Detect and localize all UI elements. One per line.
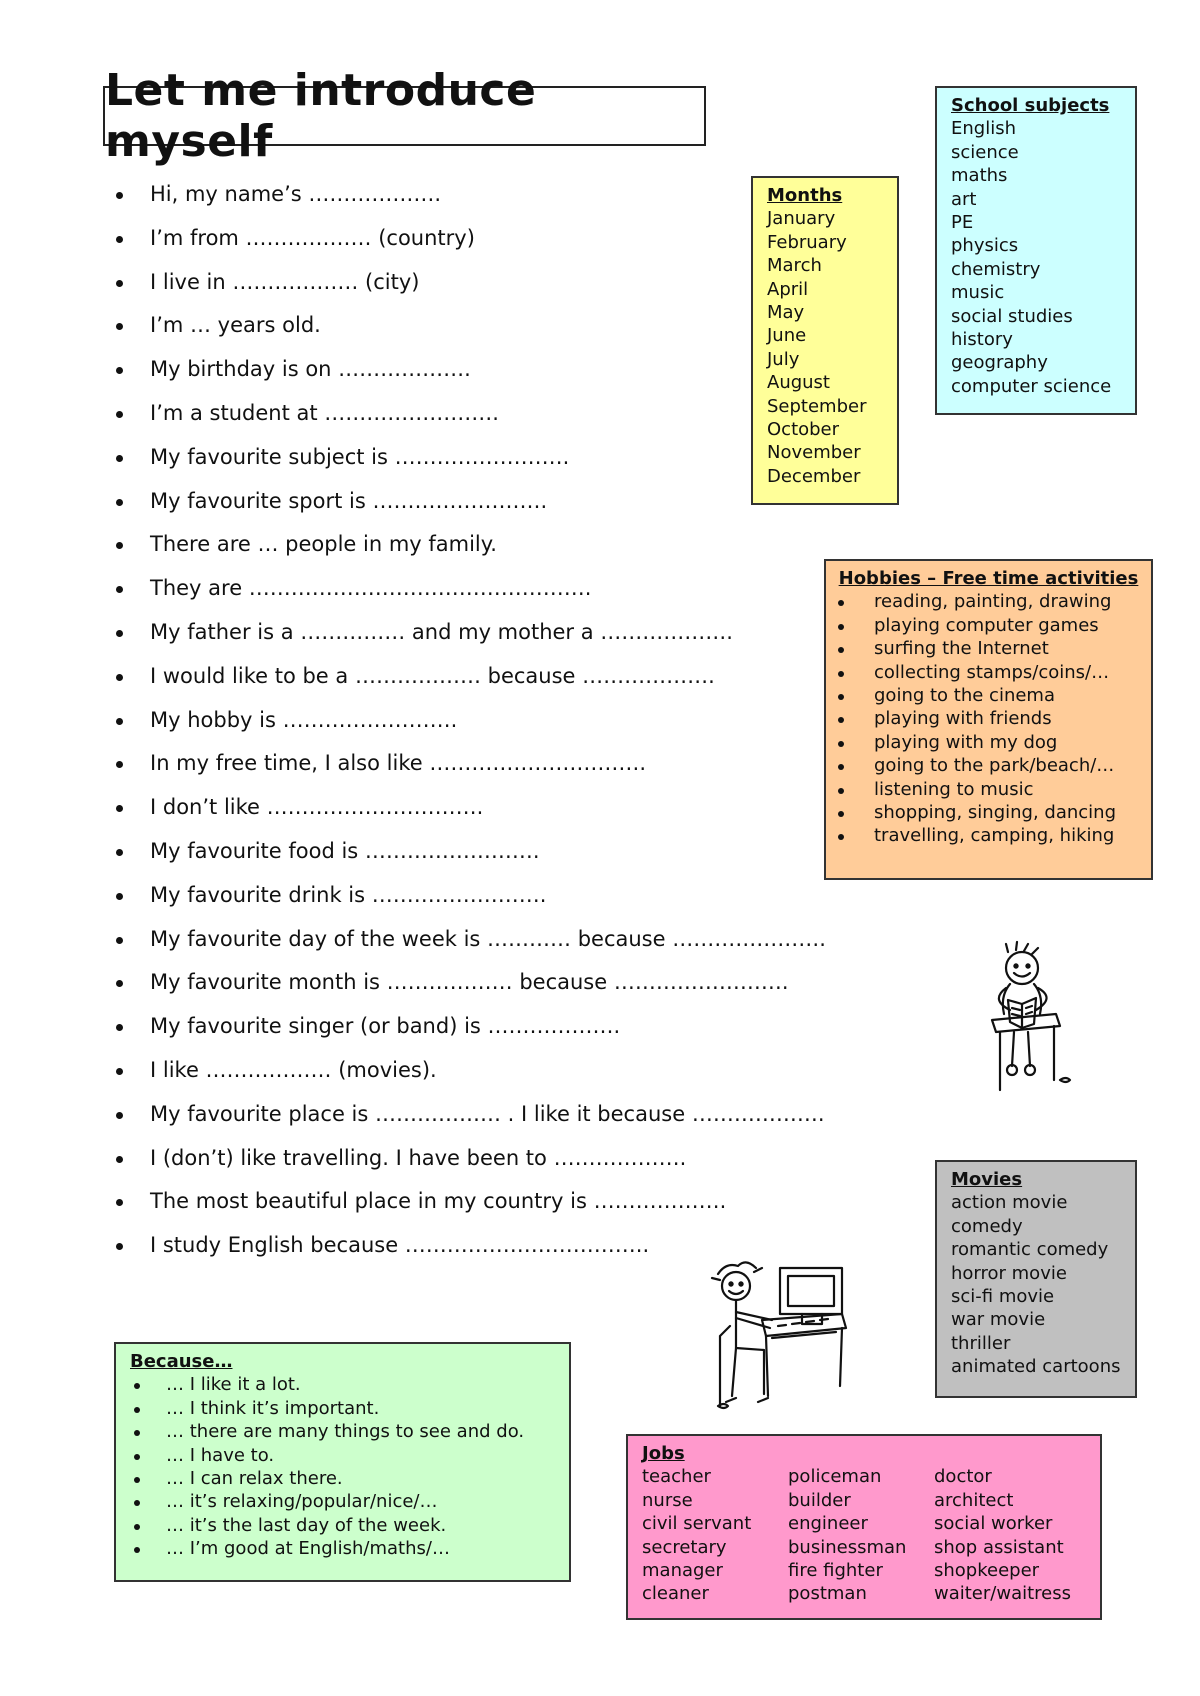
because-item: … it’s the last day of the week. xyxy=(130,1514,555,1537)
month-item: July xyxy=(767,348,800,370)
prompt-item: My hobby is ……………………. xyxy=(112,702,932,746)
prompt-item: Hi, my name’s ………………. xyxy=(112,176,932,220)
child-reading-figure xyxy=(970,940,1080,1110)
movie-item: animated cartoons xyxy=(951,1356,1121,1378)
prompt-item: My favourite subject is ……………………. xyxy=(112,439,932,483)
prompt-item: I don’t like …………………………. xyxy=(112,789,932,833)
prompt-item: My favourite month is ……………… because ……………………. xyxy=(112,964,932,1008)
prompt-item: I’m a student at ……………………. xyxy=(112,395,932,439)
title-box xyxy=(103,65,706,167)
hobbies-heading: Hobbies – Free time activities xyxy=(838,568,1139,589)
job-item: manager xyxy=(642,1560,723,1582)
because-item: … I like it a lot. xyxy=(130,1373,555,1396)
subject-item: English xyxy=(951,118,1016,140)
month-item: April xyxy=(767,278,809,300)
subject-item: chemistry xyxy=(951,258,1041,280)
prompt-item: There are … people in my family. xyxy=(112,526,932,570)
months-box xyxy=(751,176,899,505)
because-item: … I think it’s important. xyxy=(130,1397,555,1420)
job-item: architect xyxy=(934,1489,1014,1511)
prompt-item: I (don’t) like travelling. I have been to ………………. xyxy=(112,1140,932,1184)
month-item: February xyxy=(767,231,847,253)
hobby-item: collecting stamps/coins/… xyxy=(834,661,1143,684)
job-item: policeman xyxy=(788,1466,882,1488)
month-item: January xyxy=(767,208,836,230)
job-item: shop assistant xyxy=(934,1536,1064,1558)
subjects-list xyxy=(951,117,1121,398)
because-item: … it’s relaxing/popular/nice/… xyxy=(130,1490,555,1513)
job-item: waiter/waitress xyxy=(934,1583,1071,1605)
job-item: cleaner xyxy=(642,1583,709,1605)
movie-item: war movie xyxy=(951,1309,1046,1331)
hobby-item: travelling, camping, hiking xyxy=(834,824,1143,847)
hobby-item: surfing the Internet xyxy=(834,637,1143,660)
because-item: … I’m good at English/maths/… xyxy=(130,1537,555,1560)
movies-box xyxy=(935,1160,1137,1398)
hobby-item: listening to music xyxy=(834,778,1143,801)
subject-item: PE xyxy=(951,212,974,234)
because-list xyxy=(130,1373,555,1560)
month-item: October xyxy=(767,419,840,441)
job-item: doctor xyxy=(934,1466,992,1488)
job-item: engineer xyxy=(788,1513,868,1535)
prompt-item: My favourite sport is ……………………. xyxy=(112,483,932,527)
prompt-item: I’m from ……………… (country) xyxy=(112,220,932,264)
month-item: September xyxy=(767,395,867,417)
job-item: builder xyxy=(788,1489,851,1511)
hobby-item: going to the cinema xyxy=(834,684,1143,707)
hobby-item: playing computer games xyxy=(834,614,1143,637)
job-item: postman xyxy=(788,1583,867,1605)
prompt-item: I would like to be a ……………… because ………………. xyxy=(112,658,932,702)
months-list xyxy=(767,207,883,488)
prompt-item: I live in ……………… (city) xyxy=(112,264,932,308)
because-box xyxy=(114,1342,571,1582)
subject-item: geography xyxy=(951,352,1048,374)
job-item: fire fighter xyxy=(788,1560,883,1582)
subject-item: history xyxy=(951,329,1013,351)
prompt-item: I study English because …………………………….. xyxy=(112,1227,932,1271)
subject-item: maths xyxy=(951,165,1008,187)
prompt-item: I like ……………… (movies). xyxy=(112,1052,932,1096)
movie-item: action movie xyxy=(951,1192,1068,1214)
job-item: secretary xyxy=(642,1536,727,1558)
subject-item: science xyxy=(951,141,1019,163)
jobs-grid xyxy=(642,1465,1086,1605)
hobby-item: playing with my dog xyxy=(834,731,1143,754)
prompt-item: My father is a …………… and my mother a ………………. xyxy=(112,614,932,658)
hobbies-box xyxy=(824,559,1153,880)
hobby-item: shopping, singing, dancing xyxy=(834,801,1143,824)
prompt-item: They are …………………………………………. xyxy=(112,570,932,614)
movie-item: sci-fi movie xyxy=(951,1286,1055,1308)
prompt-item: My favourite singer (or band) is ………………. xyxy=(112,1008,932,1052)
prompt-item: My favourite drink is ……………………. xyxy=(112,877,932,921)
job-item: teacher xyxy=(642,1466,711,1488)
prompt-item: My favourite place is ……………… . I like it because ………………. xyxy=(112,1096,932,1140)
hobby-item: going to the park/beach/… xyxy=(834,754,1143,777)
movie-item: horror movie xyxy=(951,1262,1067,1284)
movie-item: thriller xyxy=(951,1332,1011,1354)
month-item: December xyxy=(767,465,861,487)
month-item: November xyxy=(767,442,861,464)
hobby-item: playing with friends xyxy=(834,707,1143,730)
month-item: August xyxy=(767,372,830,394)
months-heading: Months xyxy=(767,185,843,206)
prompt-item: My birthday is on ………………. xyxy=(112,351,932,395)
because-item: … I can relax there. xyxy=(130,1467,555,1490)
job-item: businessman xyxy=(788,1536,907,1558)
school-subjects-box xyxy=(935,86,1137,415)
page-title: Let me introduce myself xyxy=(105,65,537,167)
jobs-heading: Jobs xyxy=(642,1443,685,1464)
because-item: … I have to. xyxy=(130,1444,555,1467)
subject-item: computer science xyxy=(951,375,1112,397)
month-item: May xyxy=(767,302,805,324)
hobby-item: reading, painting, drawing xyxy=(834,590,1143,613)
job-item: social worker xyxy=(934,1513,1053,1535)
movies-heading: Movies xyxy=(951,1169,1023,1190)
subject-item: music xyxy=(951,282,1005,304)
job-item: shopkeeper xyxy=(934,1560,1040,1582)
prompt-item: I’m … years old. xyxy=(112,307,932,351)
prompt-item: My favourite food is ……………………. xyxy=(112,833,932,877)
movies-list xyxy=(951,1191,1121,1378)
child-at-computer-figure xyxy=(706,1256,856,1416)
prompt-item: The most beautiful place in my country is ………………. xyxy=(112,1183,932,1227)
subject-item: physics xyxy=(951,235,1019,257)
prompt-item: In my free time, I also like …………………………. xyxy=(112,745,932,789)
subjects-heading: School subjects xyxy=(951,95,1110,116)
because-heading: Because… xyxy=(130,1351,233,1372)
subject-item: social studies xyxy=(951,305,1073,327)
month-item: March xyxy=(767,255,822,277)
job-item: civil servant xyxy=(642,1513,752,1535)
jobs-box xyxy=(626,1434,1102,1620)
because-item: … there are many things to see and do. xyxy=(130,1420,555,1443)
job-item: nurse xyxy=(642,1489,693,1511)
hobbies-list xyxy=(834,590,1143,847)
movie-item: comedy xyxy=(951,1215,1023,1237)
movie-item: romantic comedy xyxy=(951,1239,1109,1261)
prompt-item: My favourite day of the week is ………… because …………………. xyxy=(112,921,932,965)
subject-item: art xyxy=(951,188,977,210)
month-item: June xyxy=(767,325,807,347)
